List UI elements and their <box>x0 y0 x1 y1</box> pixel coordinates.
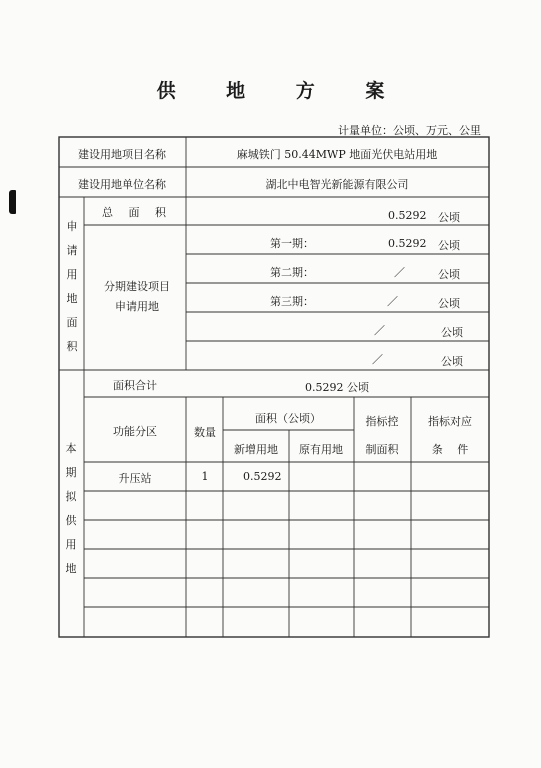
total-area-unit: 公顷 <box>438 211 460 224</box>
header-quantity: 数量 <box>194 426 216 439</box>
phase-3-value: ／ <box>387 295 398 308</box>
phase-1-unit: 公顷 <box>438 239 460 252</box>
phase-label-line2: 申请用地 <box>115 300 159 313</box>
header-index-control-2: 制面积 <box>365 443 399 456</box>
total-area-label: 总 面 积 <box>102 206 172 219</box>
phase-3-name: 第三期： <box>270 295 314 308</box>
document-title: 供 地 方 案 <box>156 80 407 102</box>
phase-2-unit: 公顷 <box>438 268 460 281</box>
units-note: 计量单位：公顷、万元、公里 <box>338 124 481 137</box>
header-new-land: 新增用地 <box>234 443 278 456</box>
unit-name-label: 建设用地单位名称 <box>78 178 166 191</box>
phase-2-value: ／ <box>394 266 405 279</box>
phase-5-unit: 公顷 <box>441 355 463 368</box>
phase-1-name: 第一期： <box>270 237 314 250</box>
phase-4-value: ／ <box>374 324 385 337</box>
total-area-value: 0.5292 <box>388 209 427 222</box>
phase-1-value: 0.5292 <box>388 237 427 250</box>
phase-4-unit: 公顷 <box>441 326 463 339</box>
header-area: 面积（公顷） <box>255 412 321 425</box>
row-new-land: 0.5292 <box>243 470 282 483</box>
row-quantity: 1 <box>201 470 209 483</box>
header-index-control-1: 指标控 <box>365 415 399 428</box>
header-function: 功能分区 <box>113 425 157 438</box>
phase-5-value: ／ <box>372 353 383 366</box>
header-index-match-1: 指标对应 <box>428 415 472 428</box>
apply-area-section-label: 申 请 用 地 面 积 <box>66 220 78 353</box>
phase-3-unit: 公顷 <box>438 297 460 310</box>
project-name-value: 麻城铁门 50.44MWP 地面光伏电站用地 <box>236 148 438 161</box>
unit-name-value: 湖北中电智光新能源有限公司 <box>265 178 409 191</box>
area-sum-value: 0.5292 公顷 <box>305 381 369 394</box>
phase-label-line1: 分期建设项目 <box>104 280 170 293</box>
row-function: 升压站 <box>118 472 152 485</box>
project-name-label: 建设用地项目名称 <box>78 148 166 161</box>
area-sum-label: 面积合计 <box>113 379 157 392</box>
header-index-match-2: 条 件 <box>431 443 469 456</box>
phase-2-name: 第二期： <box>270 266 314 279</box>
supply-land-section-label: 本 期 拟 供 用 地 <box>65 442 77 575</box>
header-existing-land: 原有用地 <box>299 443 343 456</box>
